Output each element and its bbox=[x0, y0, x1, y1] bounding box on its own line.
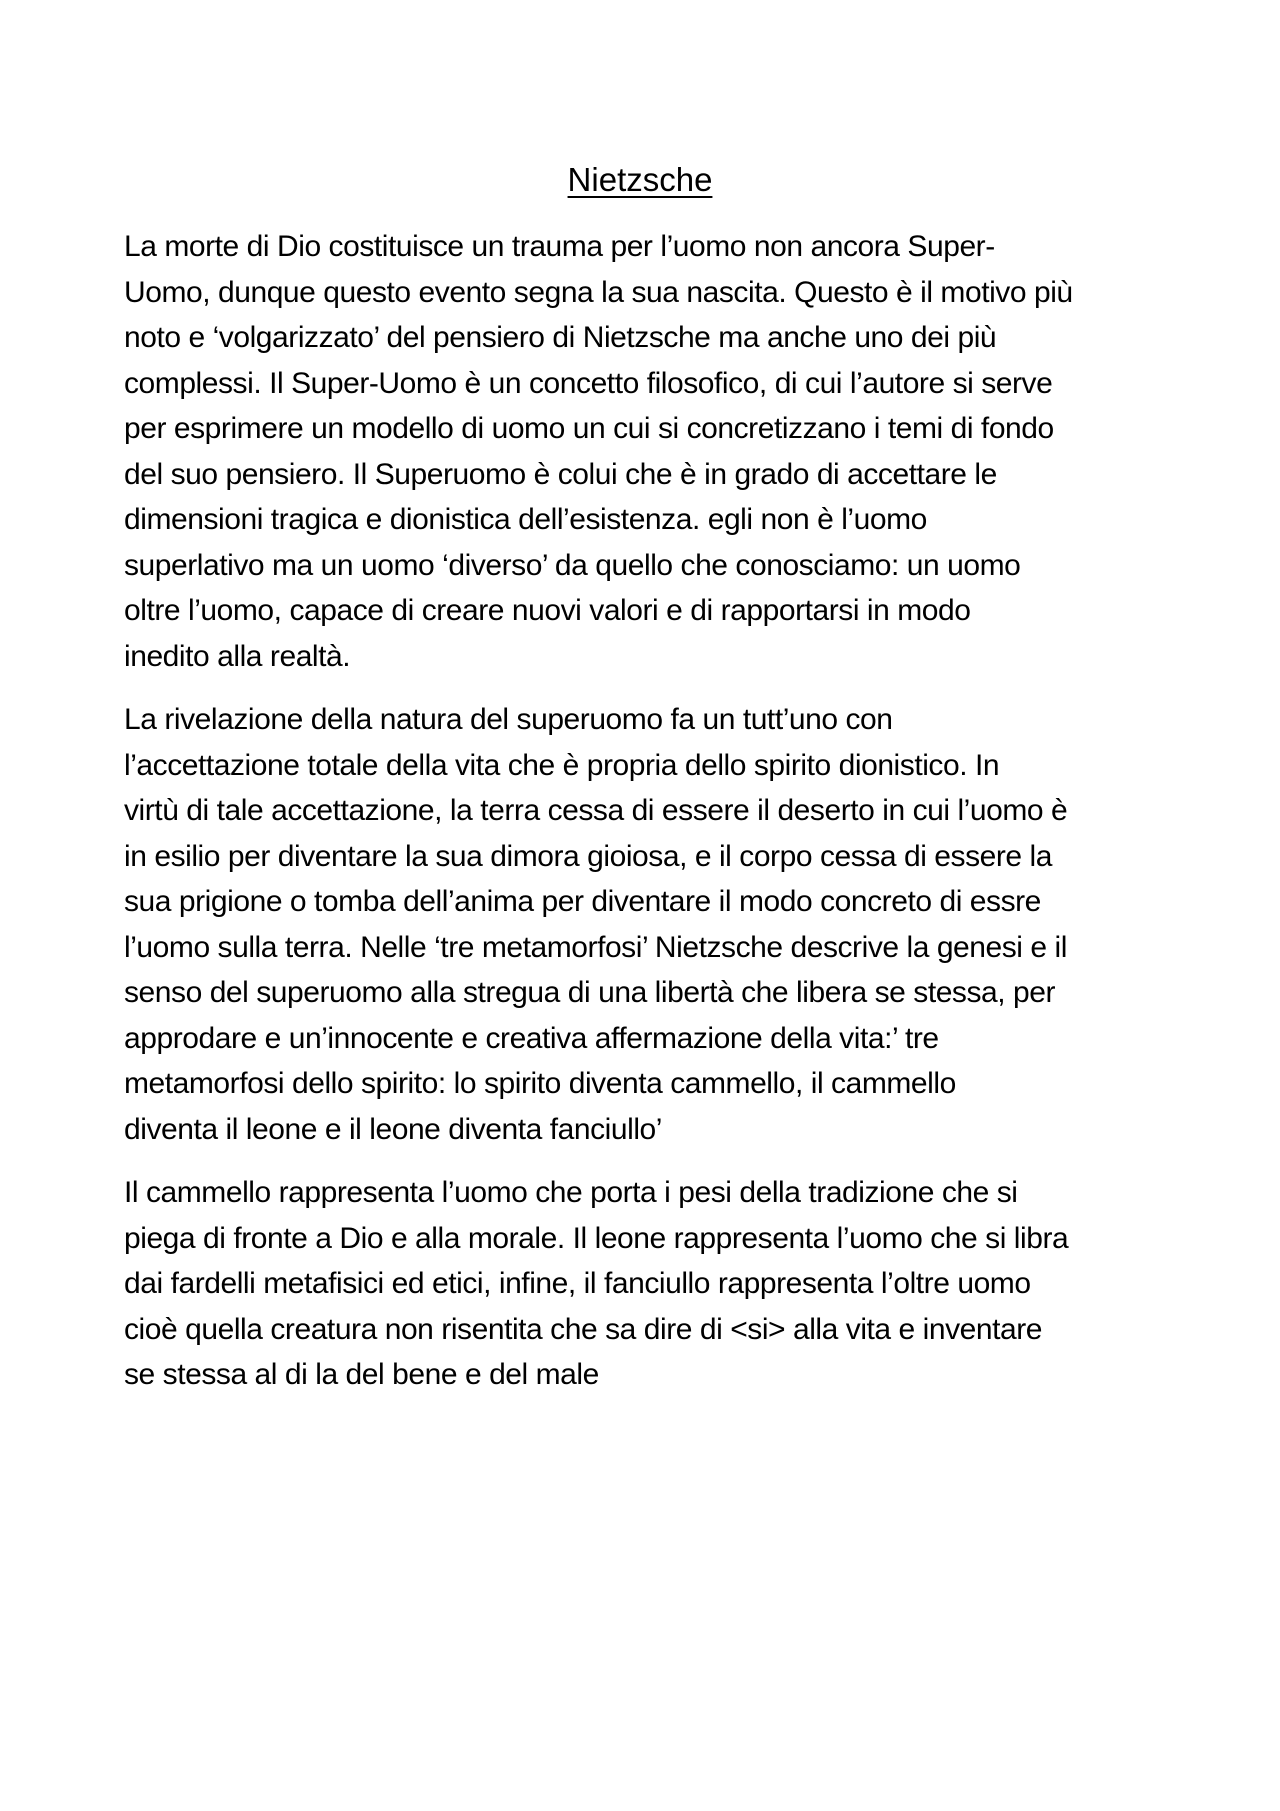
text-line: senso del superuomo alla stregua di una libertà che libera se stessa, per bbox=[124, 976, 1056, 1009]
paragraph-2 bbox=[124, 697, 1164, 1152]
text-line: La morte di Dio costituisce un trauma per l’uomo non ancora Super- bbox=[124, 230, 995, 263]
text-line: del suo pensiero. Il Superuomo è colui che è in grado di accettare le bbox=[124, 457, 997, 491]
document-title: Nietzsche bbox=[567, 161, 713, 198]
text-line: cioè quella creatura non risentita che sa dire di <si> alla vita e inventare bbox=[124, 1312, 1043, 1346]
text-line: per esprimere un modello di uomo un cui si concretizzano i temi di fondo bbox=[124, 412, 1054, 445]
text-line: l’accettazione totale della vita che è propria dello spirito dionistico. In bbox=[124, 748, 1000, 782]
text-line: diventa il leone e il leone diventa fanciullo’ bbox=[124, 1112, 663, 1146]
text-line: complessi. Il Super-Uomo è un concetto filosofico, di cui l’autore si serve bbox=[124, 366, 1053, 400]
text-line: in esilio per diventare la sua dimora gioiosa, e il corpo cessa di essere la bbox=[124, 839, 1052, 873]
text-line: dai fardelli metafisici ed etici, infine, il fanciullo rappresenta l’oltre uomo bbox=[124, 1267, 1031, 1300]
text-line: se stessa al di la del bene e del male bbox=[124, 1358, 599, 1391]
text-line: virtù di tale accettazione, la terra cessa di essere il deserto in cui l’uomo è bbox=[124, 794, 1068, 827]
text-line: superlativo ma un uomo ‘diverso’ da quello che conosciamo: un uomo bbox=[124, 548, 1021, 582]
text-line: piega di fronte a Dio e alla morale. Il leone rappresenta l’uomo che si libra bbox=[124, 1221, 1069, 1255]
text-line: inedito alla realtà. bbox=[124, 639, 351, 673]
document-body bbox=[124, 224, 1164, 1416]
text-line: Uomo, dunque questo evento segna la sua nascita. Questo è il motivo più bbox=[124, 275, 1073, 309]
text-line: sua prigione o tomba dell’anima per diventare il modo concreto di essre bbox=[124, 885, 1041, 918]
text-line: oltre l’uomo, capace di creare nuovi valori e di rapportarsi in modo bbox=[124, 594, 971, 627]
text-line: La rivelazione della natura del superuomo fa un tutt’uno con bbox=[124, 703, 893, 736]
text-line: dimensioni tragica e dionistica dell’esistenza. egli non è l’uomo bbox=[124, 503, 927, 536]
paragraph-1 bbox=[124, 224, 1164, 679]
text-line: Il cammello rappresenta l’uomo che porta i pesi della tradizione che si bbox=[124, 1176, 1018, 1209]
paragraph-3 bbox=[124, 1170, 1164, 1398]
text-line: l’uomo sulla terra. Nelle ‘tre metamorfosi’ Nietzsche descrive la genesi e il bbox=[124, 930, 1067, 964]
text-line: metamorfosi dello spirito: lo spirito diventa cammello, il cammello bbox=[124, 1067, 956, 1100]
text-line: noto e ‘volgarizzato’ del pensiero di Nietzsche ma anche uno dei più bbox=[124, 321, 997, 354]
text-line: approdare e un’innocente e creativa affermazione della vita:’ tre bbox=[124, 1021, 939, 1055]
